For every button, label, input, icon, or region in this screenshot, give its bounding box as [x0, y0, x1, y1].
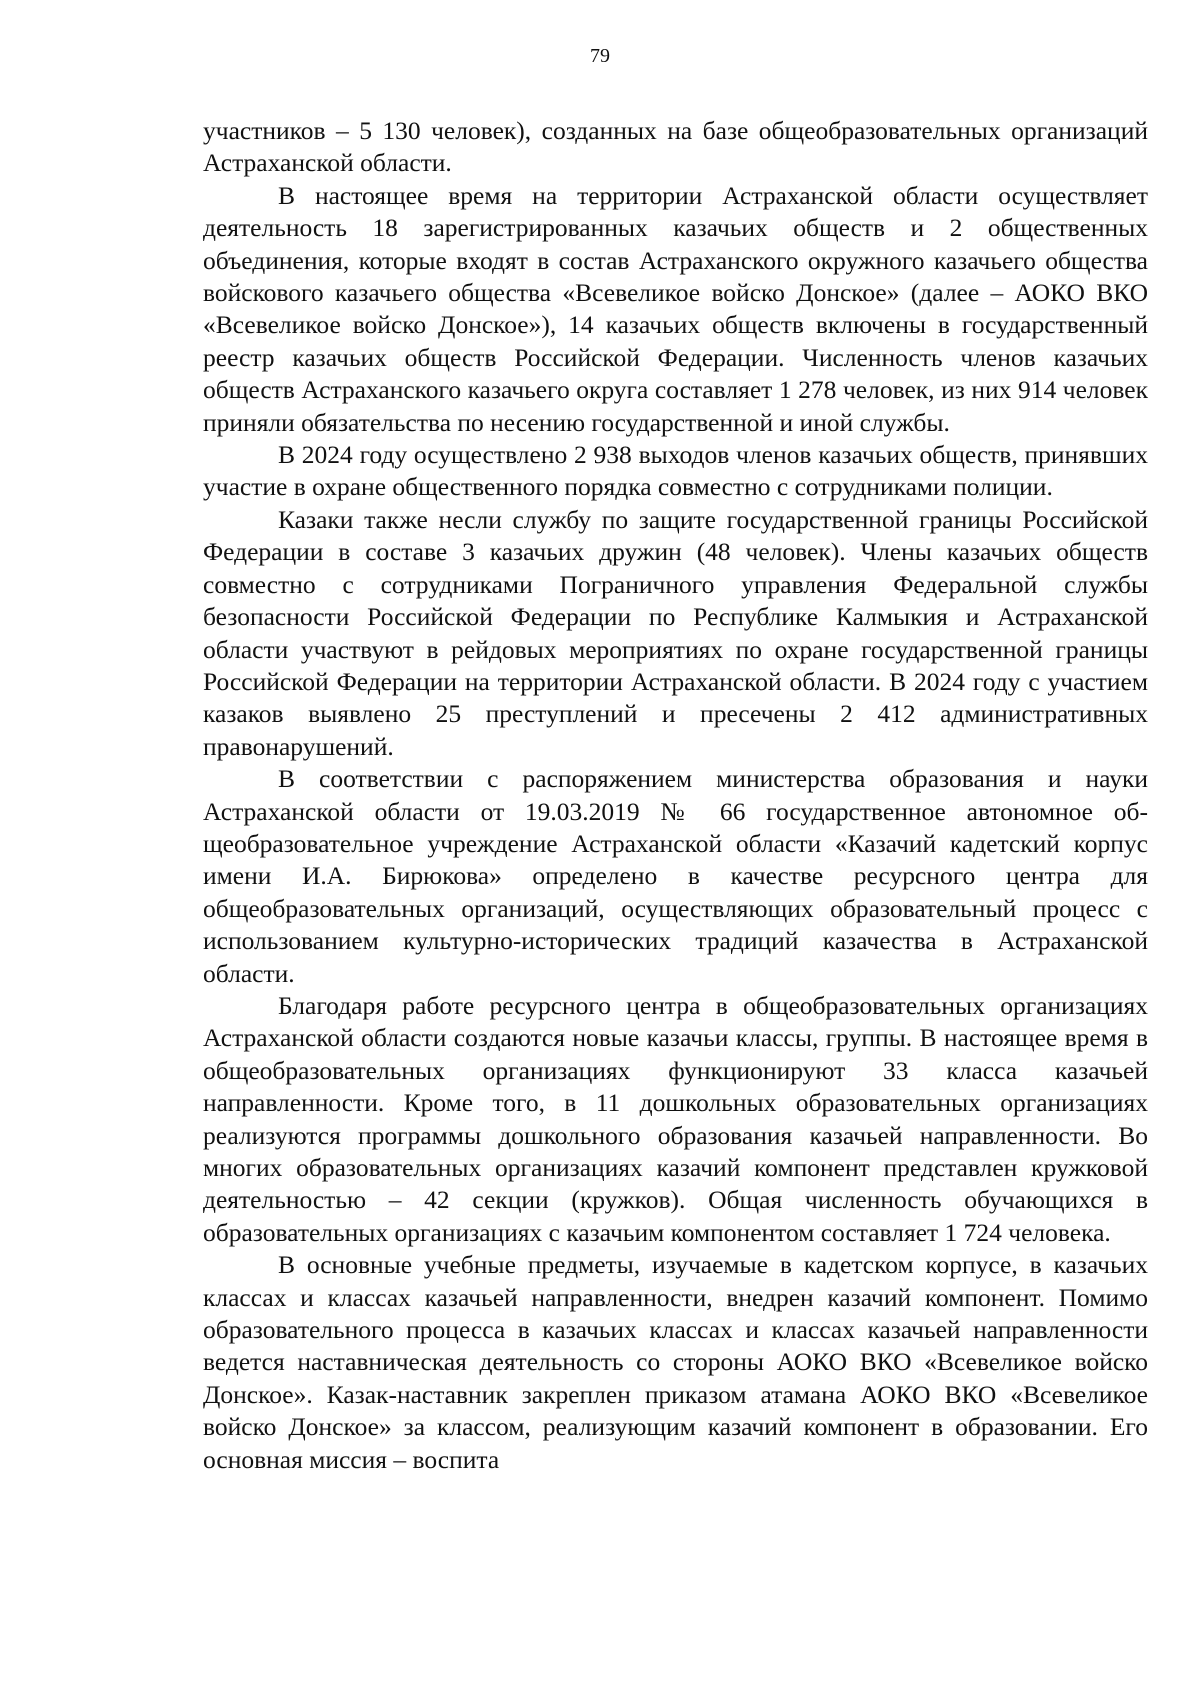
paragraph-continuation: участников – 5 130 человек), созданных на базе общеобразовательных организаций Астраханской области.	[203, 116, 1148, 178]
paragraph-border-service: Казаки также несли службу по защите государственной границы Российской Федерации в составе 3 казачьих дружин (48 человек). Члены казачьих обществ совместно с сотрудниками Пограничного управления Федеральной службы безопасности Российской Федерации по Республике Калмыкия и Астраханской области участвуют в рейдовых мероприятиях по охране государственной границы Российской Федерации на территории Астраханской области. В 2024 году с участием казаков выявлено 25 преступлений и пресечены 2 412 административных правонарушений.	[203, 504, 1148, 761]
paragraph-public-order: В 2024 году осуществлено 2 938 выходов членов казачьих обществ, принявших участие в охране общественного порядка совместно с сотрудниками полиции.	[203, 440, 1148, 502]
page-number: 79	[590, 45, 610, 67]
paragraph-resource-center: В соответствии с распоряжением министерства образования и науки Астраханской области от 19.03.2019 № 66 государственное автономное общеобразовательное учреждение Астраханской области «Казачий кадетский корпус имени И.А. Бирюкова» определено в качестве ресурсного центра для общеобразовательных организаций, осуществляющих образовательный процесс с использованием культурно-исторических традиций казачества в Астраханской области.	[203, 764, 1148, 988]
body-text	[203, 115, 1148, 1476]
paragraph-cossack-societies: В настоящее время на территории Астраханской области осуществляет деятельность 18 зарегистрированных казачьих обществ и 2 общественных объединения, которые входят в состав Астраханского окружного казачьего общества войскового казачьего общества «Всевеликое войско Донское» (далее – АОКО ВКО «Всевеликое войско Донское»), 14 казачьих обществ включены в государственный реестр казачьих обществ Российской Федерации. Численность членов казачьих обществ Астраханского казачьего округа составляет 1 278 человек, из них 914 человек приняли обязательства по несению государственной и иной службы.	[203, 180, 1148, 437]
paragraph-mentorship: В основные учебные предметы, изучаемые в кадетском корпусе, в казачьих классах и классах казачьей направленности, внедрен казачий компонент. Помимо образовательного процесса в казачьих классах и классах казачьей направленности ведется наставническая деятельность со стороны АОКО ВКО «Всевеликое войско Донское». Казак-наставник закреплен приказом атамана АОКО ВКО «Всевеликое войско Донское» за классом, реализующим казачий компонент в образовании. Его основная миссия – воспита	[203, 1250, 1148, 1474]
paragraph-cossack-classes: Благодаря работе ресурсного центра в общеобразовательных организациях Астраханской области создаются новые казачьи классы, группы. В настоящее время в общеобразовательных организациях функционируют 33 класса казачьей направленности. Кроме того, в 11 дошкольных образовательных организациях реализуются программы дошкольного образования казачьей направленности. Во многих образовательных организациях казачий компонент представлен кружковой деятельностью – 42 секции (кружков). Общая численность обучающихся в образовательных организациях с казачьим компонентом составляет 1 724 человека.	[203, 990, 1148, 1247]
